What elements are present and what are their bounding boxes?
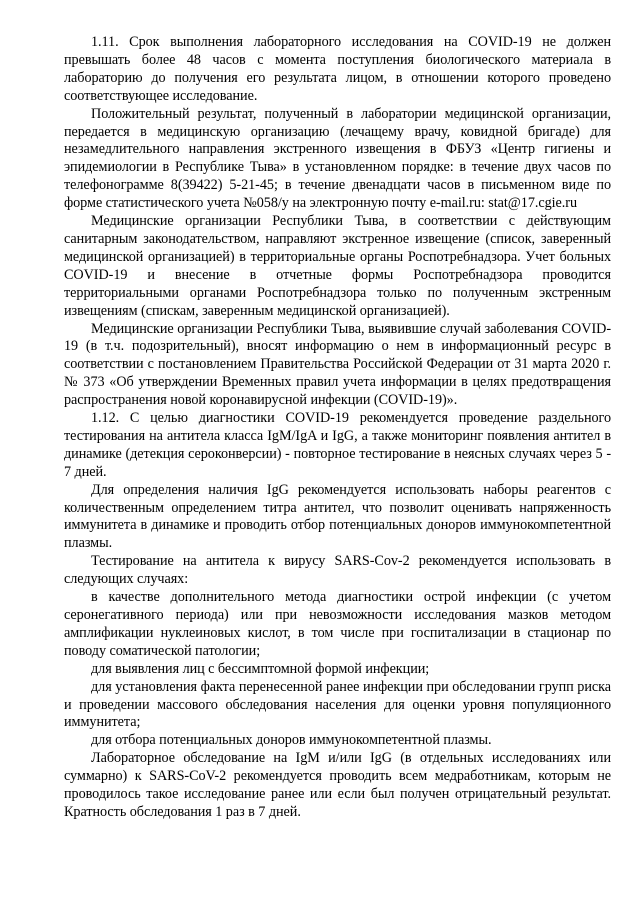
list-item-acute-infection: в качестве дополнительного метода диагностики острой инфекции (с учетом серонегативного периода) или при невозможности исследования мазков методом амплификации нуклеиновых кислот, в том числе при госпитализации в стационар по поводу соматической патологии;: [64, 589, 611, 659]
paragraph-1-11: 1.11. Срок выполнения лабораторного исследования на COVID-19 не должен превышать более 48 часов с момента поступления биологического материала в лабораторию до получения его результата лицом, в отношении которого проведено соответствующее исследование.: [64, 34, 611, 104]
list-item-asymptomatic: для выявления лиц с бессимптомной формой инфекции;: [91, 660, 430, 677]
paragraph-emergency-notice: Медицинские организации Республики Тыва, в соответствии с действующим санитарным законодательством, направляют экстренное извещение (список, заверенный медицинской организацией) в территориальные органы Роспотребнадзора. Учет больных COVID-19 и внесение в отчетные формы Роспотребнадзора проводится территориальными органами Роспотребнадзора только по полученным экстренным извещениям (спискам, заверенным медицинской организацией).: [64, 213, 611, 319]
paragraph-medical-workers: Лабораторное обследование на IgM и/или IgG (в отдельных исследованиях или суммарно) к SARS-CoV-2 рекомендуется проводить всем медработникам, которым не проводилось такое исследование ранее или если был получен отрицательный результат. Кратность обследования 1 раз в 7 дней.: [64, 750, 611, 820]
paragraph-information-resource: Медицинские организации Республики Тыва, выявившие случай заболевания COVID-19 (в т.ч. подозрительный), вносят информацию о нем в информационный ресурс в соответствии с постановлением Правительства Российской Федерации от 31 марта 2020 г. № 373 «Об утверждении Временных правил учета информации в целях предотвращения распространения новой коронавирусной инфекции (COVID-19)».: [64, 320, 611, 409]
paragraph-1-12: 1.12. С целью диагностики COVID-19 рекомендуется проведение раздельного тестирования на антитела класса IgM/IgA и IgG, а также мониторинг появления антител в динамике (детекция сероконверсии) - повторное тестирование в неясных случаях через 5 - 7 дней.: [64, 410, 611, 480]
paragraph-positive-result: Положительный результат, полученный в лаборатории медицинской организации, передается в медицинскую организацию (лечащему врачу, ковидной бригаде) для незамедлительного направления экстренного извещения в ФБУЗ «Центр гигиены и эпидемиологии в Республике Тыва» в установленном порядке: в течение двух часов по телефонограмме 8(39422) 5-21-45; в течение двенадцати часов в письменном виде по форме статистического учета №058/у на электронную почту e-mail.ru: stat@17.cgie.ru: [64, 105, 611, 212]
paragraph-igg-kits: Для определения наличия IgG рекомендуется использовать наборы реагентов с количественным определением титра антител, что позволит оценивать напряженность иммунитета в динамике и проводить отбор потенциальных доноров иммунокомпетентной плазмы.: [64, 481, 611, 552]
list-item-plasma-donors: для отбора потенциальных доноров иммунокомпетентной плазмы.: [91, 732, 492, 749]
list-item-past-infection: для установления факта перенесенной ранее инфекции при обследовании групп риска и проведении массового обследования населения для оценки уровня популяционного иммунитета;: [64, 678, 611, 731]
paragraph-antibody-testing-cases: Тестирование на антитела к вирусу SARS-Cov-2 рекомендуется использовать в следующих случаях:: [64, 553, 611, 588]
